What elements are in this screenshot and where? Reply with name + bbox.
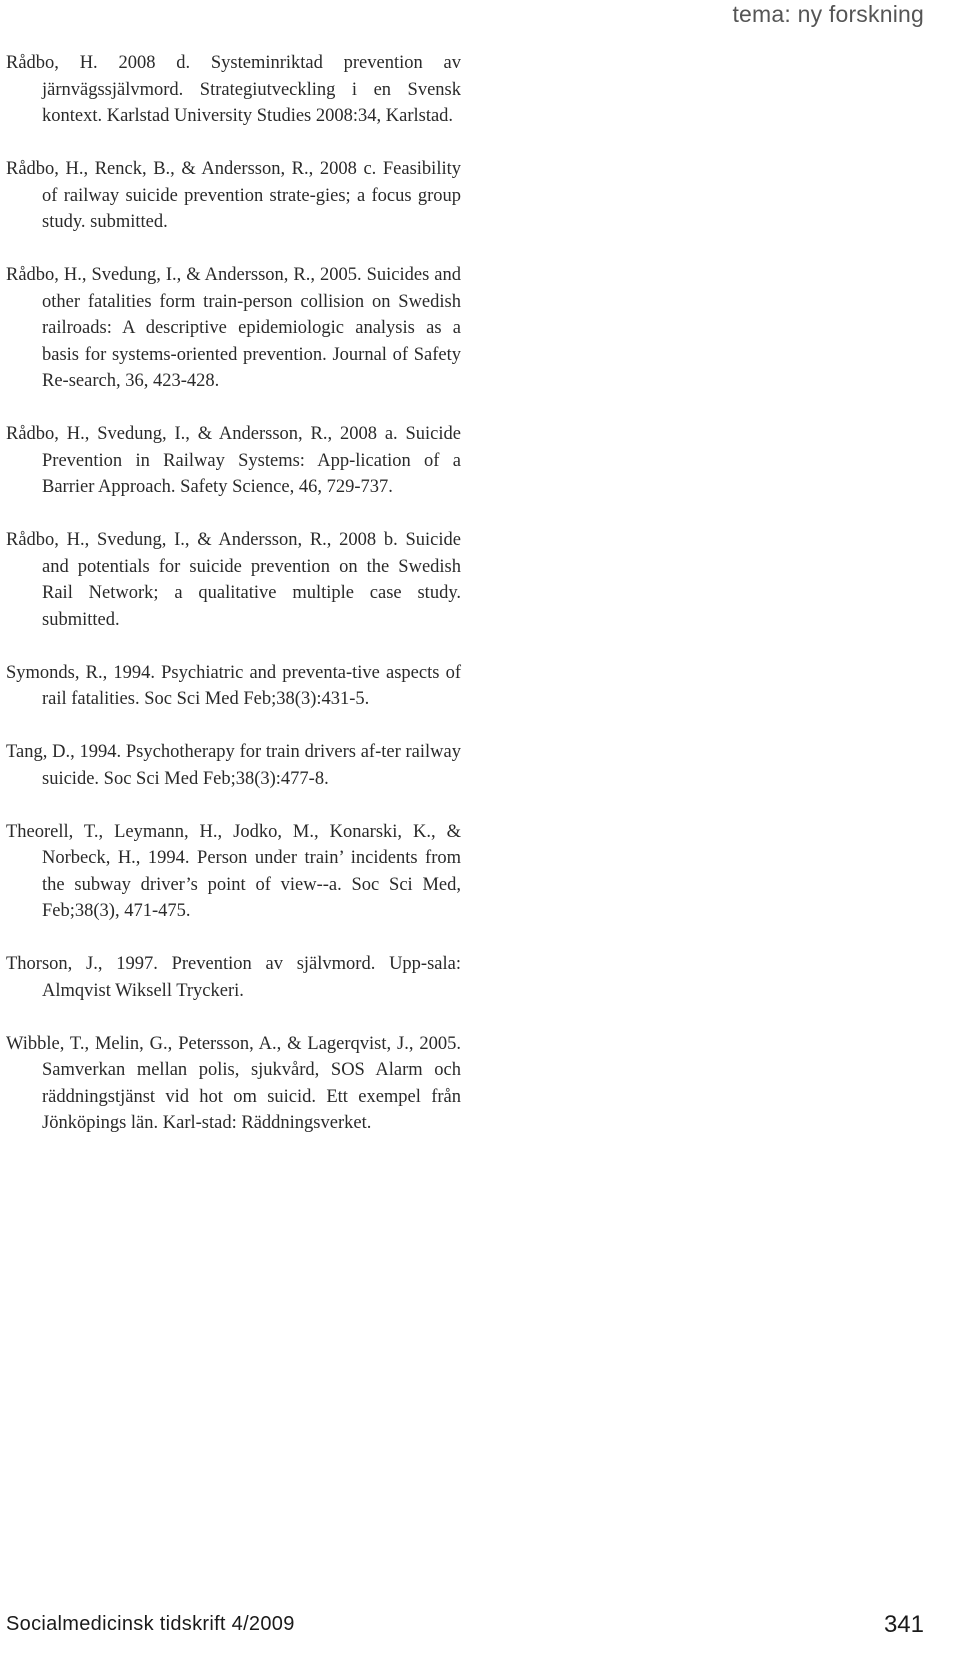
reference-item: Thorson, J., 1997. Prevention av självmord. Upp-sala: Almqvist Wiksell Tryckeri. xyxy=(6,954,461,1001)
reference-list xyxy=(6,50,461,1163)
reference-item: Rådbo, H. 2008 d. Systeminriktad prevention av järnvägssjälvmord. Strategiutveckling i en Svensk kontext. Karlstad University Studies 2008:34, Karlstad. xyxy=(6,53,461,126)
reference-item: Rådbo, H., Renck, B., & Andersson, R., 2008 c. Feasibility of railway suicide prevention strate-gies; a focus group study. submitted. xyxy=(6,159,461,232)
reference-item: Symonds, R., 1994. Psychiatric and preventa-tive aspects of rail fatalities. Soc Sci Med Feb;38(3):431-5. xyxy=(6,662,461,709)
reference-item: Rådbo, H., Svedung, I., & Andersson, R., 2005. Suicides and other fatalities form train-person collision on Swedish railroads: A descriptive epidemiologic analysis as a basis for systems-oriented prevention. Journal of Safety Re-search, 36, 423-428. xyxy=(6,265,461,391)
reference-item: Rådbo, H., Svedung, I., & Andersson, R., 2008 b. Suicide and potentials for suicide prevention on the Swedish Rail Network; a qualitative multiple case study. submitted. xyxy=(6,530,461,630)
page-number: 341 xyxy=(883,1611,924,1638)
section-tag: tema: ny forskning xyxy=(732,1,924,27)
footer-journal-title: Socialmedicinsk tidskrift 4/2009 xyxy=(6,1613,295,1635)
reference-item: Wibble, T., Melin, G., Petersson, A., & Lagerqvist, J., 2005. Samverkan mellan polis, sjukvård, SOS Alarm och räddningstjänst vid hot om suicid. Ett exempel från Jönköpings län. Karl-stad: Räddningsverket. xyxy=(6,1033,461,1133)
reference-item: Tang, D., 1994. Psychotherapy for train drivers af-ter railway suicide. Soc Sci Med Feb;38(3):477-8. xyxy=(6,742,461,789)
reference-item: Theorell, T., Leymann, H., Jodko, M., Konarski, K., & Norbeck, H., 1994. Person under train’ incidents from the subway driver’s point of view--a. Soc Sci Med, Feb;38(3), 471-475. xyxy=(6,821,461,921)
reference-item: Rådbo, H., Svedung, I., & Andersson, R., 2008 a. Suicide Prevention in Railway Systems: App-lication of a Barrier Approach. Safety Science, 46, 729-737. xyxy=(6,424,461,497)
